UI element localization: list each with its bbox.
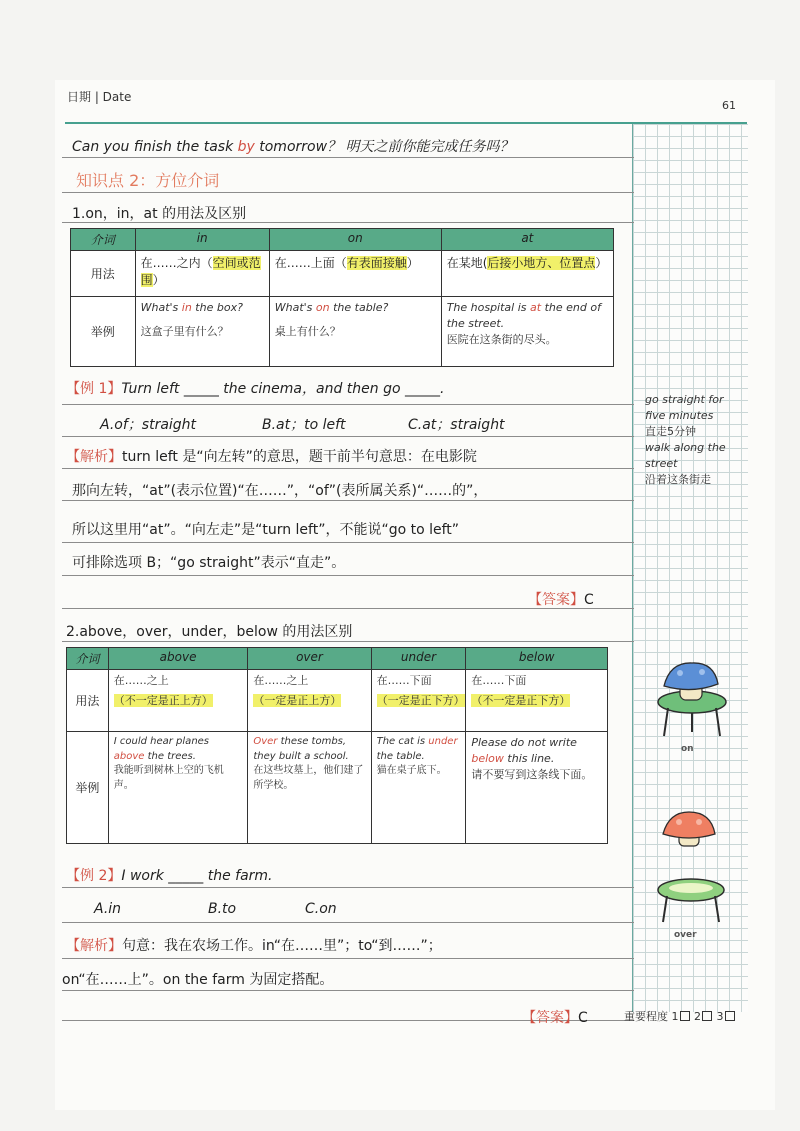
usage-cell: 在……之上 （不一定是正上方） <box>108 670 248 732</box>
example2-option-b: B.to <box>208 901 237 917</box>
example1-analysis-line: 【解析】turn left 是“向左转”的意思，题干前半句意思：在电影院 <box>66 449 477 465</box>
table-header: over <box>248 648 371 670</box>
rule-line <box>62 542 634 543</box>
usage-cell: 在某地(后接小地方、位置点） <box>441 251 613 297</box>
example-cell: The hospital is at the end of the street. 医院在这条街的尽头。 <box>441 297 613 367</box>
usage-cell: 在……下面 （一定是正下方） <box>371 670 466 732</box>
sidebar-note: street <box>645 457 678 470</box>
mushroom-on-stool-illustration <box>652 660 730 742</box>
rule-line <box>62 922 634 923</box>
example1-option-b: B.at；to left <box>262 417 346 433</box>
checkbox-icon[interactable] <box>702 1011 712 1021</box>
checkbox-icon[interactable] <box>680 1011 690 1021</box>
example2-option-a: A.in <box>94 901 122 917</box>
example-cell: I could hear planes above the trees. 我能听到树林上空的飞机声。 <box>108 732 248 844</box>
usage-cell: 在……之上 （一定是正上方） <box>248 670 371 732</box>
example-cell: Please do not write below this line. 请不要写到这条线下面。 <box>466 732 608 844</box>
rule-line <box>62 192 634 193</box>
example1-answer: 【答案】C <box>528 592 594 608</box>
table-header: 介词 <box>71 229 136 251</box>
rule-line <box>62 958 634 959</box>
date-label: 日期 | Date <box>67 90 132 104</box>
table-on-in-at <box>70 228 614 367</box>
table-header-row <box>71 229 614 251</box>
example1-analysis-line: 所以这里用“at”。“向左走”是“turn left”，不能说“go to left” <box>72 522 460 538</box>
checkbox-icon[interactable] <box>725 1011 735 1021</box>
usage-cell: 在……下面 （不一定是正下方） <box>466 670 608 732</box>
example2-answer: 【答案】C <box>522 1010 588 1026</box>
rule-line <box>62 500 634 501</box>
sidebar-note: five minutes <box>645 409 714 422</box>
row-label: 举例 <box>71 297 136 367</box>
usage-cell: 在……上面（有表面接触） <box>269 251 441 297</box>
table-row <box>71 251 614 297</box>
example1-question: 【例 1】Turn left _____ the cinema，and then go _____. <box>66 381 445 397</box>
example-cell: What's in the box? 这盒子里有什么？ <box>135 297 269 367</box>
table-header-row <box>67 648 608 670</box>
rule-line <box>62 990 634 991</box>
example-cell: What's on the table? 桌上有什么？ <box>269 297 441 367</box>
row-label: 用法 <box>67 670 109 732</box>
intro-sentence: Can you finish the task by tomorrow？ 明天之前你能完成任务吗？ <box>72 139 514 155</box>
rule-line <box>62 468 634 469</box>
importance-level: 1 <box>671 1010 679 1023</box>
table-row <box>71 297 614 367</box>
table-header: at <box>441 229 613 251</box>
example2-analysis-line: 【解析】句意：我在农场工作。in“在……里”；to“到……”； <box>66 938 442 954</box>
section-title: 知识点 2：方位介词 <box>76 171 220 190</box>
sidebar-note: 沿着这条街走 <box>645 473 711 486</box>
rule-line <box>62 404 634 405</box>
example2-analysis-line: on“在……上”。on the farm 为固定搭配。 <box>62 972 334 988</box>
part2-heading: 2.above，over，under，below 的用法区别 <box>66 624 353 640</box>
table-above-over-under-below <box>66 647 608 844</box>
importance-rating <box>624 1008 736 1024</box>
rule-line <box>62 436 634 437</box>
part1-heading: 1.on，in，at 的用法及区别 <box>72 206 247 222</box>
sidebar-note: 直走5分钟 <box>645 425 696 438</box>
mushroom-over-stool-illustration <box>655 808 729 928</box>
example2-option-c: C.on <box>305 901 337 917</box>
table-header: on <box>269 229 441 251</box>
rule-line <box>62 157 634 158</box>
rule-line <box>62 575 634 576</box>
table-header: above <box>108 648 248 670</box>
importance-level: 2 <box>694 1010 701 1023</box>
table-header: 介词 <box>67 648 109 670</box>
caption-on: on <box>681 744 694 754</box>
row-label: 用法 <box>71 251 136 297</box>
example2-question: 【例 2】I work _____ the farm. <box>66 868 273 884</box>
sidebar-note: go straight for <box>645 393 724 406</box>
example1-option-a: A.of；straight <box>100 417 197 433</box>
table-header: in <box>135 229 269 251</box>
example1-analysis-line: 可排除选项 B；“go straight”表示“直走”。 <box>72 555 346 571</box>
top-rule <box>65 122 747 124</box>
sidebar-notes <box>645 392 745 488</box>
usage-cell: 在……之内（空间或范围） <box>135 251 269 297</box>
importance-label: 重要程度 <box>624 1010 668 1023</box>
rule-line <box>62 641 634 642</box>
sidebar-note: walk along the <box>645 441 726 454</box>
table-row <box>67 670 608 732</box>
page-number: 61 <box>722 99 736 112</box>
example1-option-c: C.at；straight <box>408 417 505 433</box>
example-cell: The cat is under the table. 猫在桌子底下。 <box>371 732 466 844</box>
rule-line <box>62 887 634 888</box>
table-header: under <box>371 648 466 670</box>
example-cell: Over these tombs, they built a school. 在这些坟墓上，他们建了所学校。 <box>248 732 371 844</box>
example1-analysis-line: 那向左转，“at”(表示位置)“在……”，“of”(表所属关系)“……的”， <box>72 483 488 499</box>
table-header: below <box>466 648 608 670</box>
caption-over: over <box>674 930 697 940</box>
table-row <box>67 732 608 844</box>
importance-level: 3 <box>716 1010 724 1023</box>
row-label: 举例 <box>67 732 109 844</box>
